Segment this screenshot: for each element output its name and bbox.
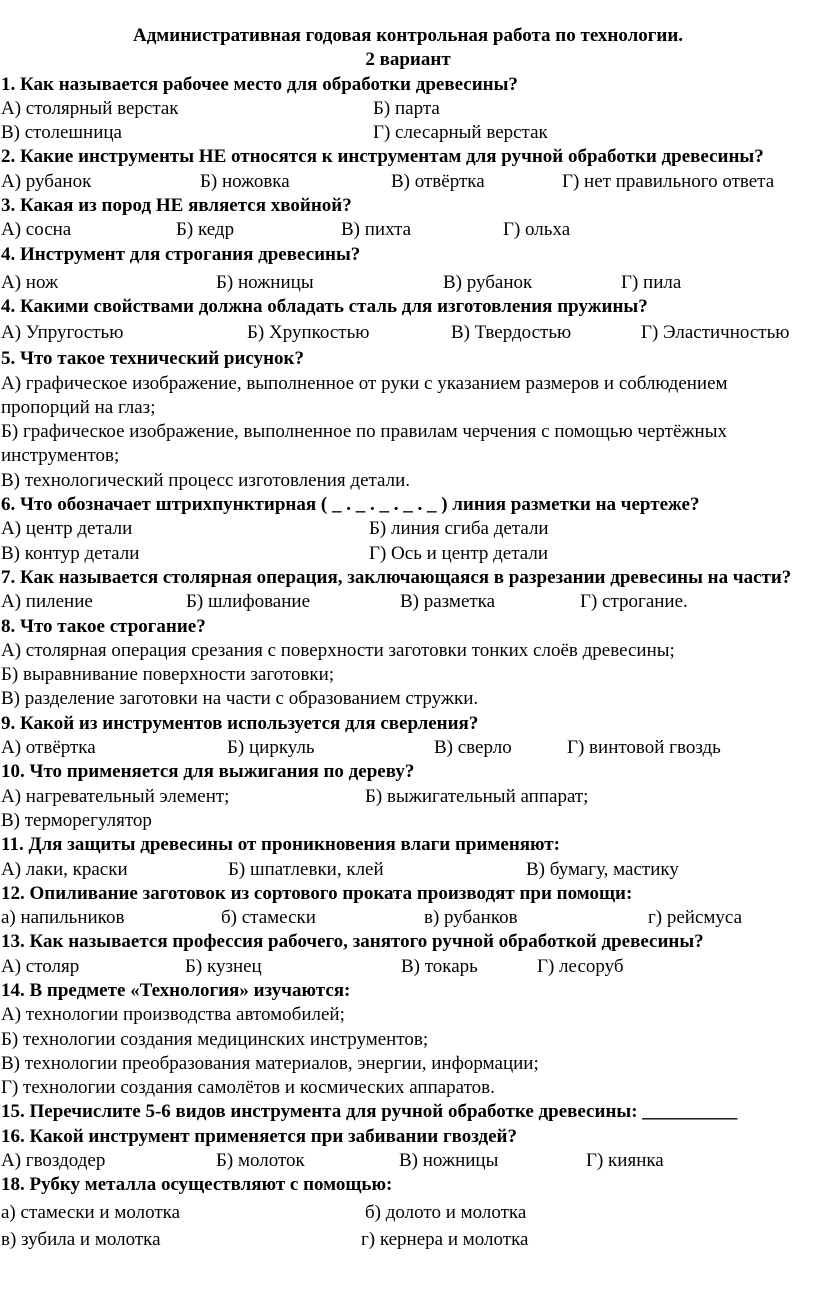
options-row xyxy=(1,542,810,566)
options-row xyxy=(1,858,810,882)
option-a: А) отвёртка xyxy=(1,737,96,759)
option-a: а) напильников xyxy=(1,907,125,929)
question-6: 6. Что обозначает штрихпунктирная ( _ . _ . _ . _ . _ ) линия разметки на чертеже? xyxy=(1,494,700,516)
option-a: а) стамески и молотка xyxy=(1,1201,181,1223)
option-b: Б) линия сгиба детали xyxy=(369,518,549,540)
option-b: Б) графическое изображение, выполненное по правилам черчения с помощью чертёжных инструментов; xyxy=(1,421,727,467)
option-a: А) пиление xyxy=(1,591,93,613)
question-5: 5. Что такое технический рисунок? xyxy=(1,348,304,370)
option-g: г) кернера и молотка xyxy=(361,1228,529,1250)
question-16: 16. Какой инструмент применяется при забивании гвоздей? xyxy=(1,1125,517,1147)
option-b: б) долото и молотка xyxy=(365,1201,527,1223)
option-b: Б) шпатлевки, клей xyxy=(228,858,384,880)
option-b: Б) циркуль xyxy=(227,737,315,759)
option-b: Б) ножницы xyxy=(216,271,314,293)
option-g: г) рейсмуса xyxy=(648,907,743,929)
option-a: А) графическое изображение, выполненное от руки с указанием размеров и соблюдением пропорций на глаз; xyxy=(1,372,728,418)
question-8: 8. Что такое строгание? xyxy=(1,615,206,637)
option-v: В) отвёртка xyxy=(391,170,485,192)
option-a: А) Упругостью xyxy=(1,322,124,344)
option-v: В) пихта xyxy=(341,219,412,241)
options-row xyxy=(1,906,810,930)
option-v: в) зубила и молотка xyxy=(1,1228,161,1250)
option-a: А) гвоздодер xyxy=(1,1150,106,1172)
option-g: Г) Эластичностью xyxy=(641,322,790,344)
option-v: В) рубанок xyxy=(443,271,533,293)
option-v: В) разметка xyxy=(400,591,496,613)
options-row xyxy=(1,590,810,614)
question-3: 3. Какая из пород НЕ является хвойной? xyxy=(1,195,352,217)
option-v: В) технологии преобразования материалов, энергии, информации; xyxy=(1,1052,539,1074)
option-g: Г) ольха xyxy=(503,219,571,241)
option-g: Г) Ось и центр детали xyxy=(369,542,548,564)
option-b: Б) молоток xyxy=(216,1150,305,1172)
question-11: 11. Для защиты древесины от проникновения влаги применяют: xyxy=(1,834,560,856)
option-g: Г) строгание. xyxy=(580,591,688,613)
option-a: А) лаки, краски xyxy=(1,858,128,880)
option-a: А) рубанок xyxy=(1,170,92,192)
question-4b: 4. Какими свойствами должна обладать сталь для изготовления пружины? xyxy=(1,295,648,317)
question-9: 9. Какой из инструментов используется для сверления? xyxy=(1,712,479,734)
option-a: А) нож xyxy=(1,271,59,293)
option-g: Г) лесоруб xyxy=(537,955,624,977)
questions-list xyxy=(1,73,810,1250)
question-12: 12. Опиливание заготовок из сортового проката производят при помощи: xyxy=(1,882,633,904)
option-b: б) стамески xyxy=(221,907,316,929)
option-v: В) ножницы xyxy=(399,1150,499,1172)
options-row xyxy=(1,267,810,293)
option-b: Б) выравнивание поверхности заготовки; xyxy=(1,664,335,686)
options-row xyxy=(1,1149,810,1173)
option-a: А) столярная операция срезания с поверхности заготовки тонких слоёв древесины; xyxy=(1,639,675,661)
option-b: Б) Хрупкостью xyxy=(247,322,370,344)
option-b: Б) шлифование xyxy=(186,591,311,613)
options-row xyxy=(1,955,810,979)
option-b: Б) кедр xyxy=(176,219,235,241)
option-b: Б) кузнец xyxy=(185,955,262,977)
option-v: В) разделение заготовки на части с образованием стружки. xyxy=(1,688,479,710)
question-10: 10. Что применяется для выжигания по дереву? xyxy=(1,761,415,783)
question-18: 18. Рубку металла осуществляют с помощью: xyxy=(1,1174,393,1196)
options-row xyxy=(1,1224,810,1250)
question-2: 2. Какие инструменты НЕ относятся к инструментам для ручной обработки древесины? xyxy=(1,146,764,168)
option-g: Г) пила xyxy=(621,271,682,293)
document-title: Административная годовая контрольная работа по технологии. xyxy=(132,25,684,46)
options-row xyxy=(1,170,810,194)
question-1: 1. Как называется рабочее место для обработки древесины? xyxy=(1,73,518,95)
option-g: Г) слесарный верстак xyxy=(373,122,548,144)
options-row xyxy=(1,97,810,121)
option-v: В) Твердостью xyxy=(451,322,572,344)
options-row xyxy=(1,121,810,145)
option-b: Б) технологии создания медицинских инструментов; xyxy=(1,1028,429,1050)
option-g: Г) киянка xyxy=(586,1150,664,1172)
option-v: В) технологический процесс изготовления детали. xyxy=(1,469,411,491)
option-v: В) терморегулятор xyxy=(1,809,152,831)
options-row xyxy=(1,218,810,242)
option-a: А) технологии производства автомобилей; xyxy=(1,1004,345,1026)
variant-label: 2 вариант xyxy=(365,49,451,71)
option-a: А) столярный верстак xyxy=(1,97,179,119)
option-a: А) столяр xyxy=(1,955,80,977)
option-v: В) токарь xyxy=(401,955,478,977)
options-row xyxy=(1,785,810,809)
option-v: В) бумагу, мастику xyxy=(526,858,679,880)
option-a: А) центр детали xyxy=(1,518,133,540)
question-14: 14. В предмете «Технология» изучаются: xyxy=(1,979,351,1001)
question-7: 7. Как называется столярная операция, заключающаяся в разрезании древесины на части? xyxy=(1,566,792,588)
option-v: в) рубанков xyxy=(424,907,518,929)
option-v: В) контур детали xyxy=(1,542,140,564)
option-b: Б) ножовка xyxy=(200,170,290,192)
options-row xyxy=(1,736,810,760)
option-b: Б) парта xyxy=(373,97,440,119)
option-v: В) столешница xyxy=(1,122,122,144)
option-g: Г) нет правильного ответа xyxy=(562,170,775,192)
options-row xyxy=(1,1198,810,1224)
option-v: В) сверло xyxy=(434,737,512,759)
options-row xyxy=(1,517,810,541)
question-13: 13. Как называется профессия рабочего, занятого ручной обработкой древесины? xyxy=(1,931,704,953)
option-a: А) сосна xyxy=(1,219,72,241)
question-4: 4. Инструмент для строгания древесины? xyxy=(1,243,361,265)
option-a: А) нагревательный элемент; xyxy=(1,785,230,807)
options-row xyxy=(1,319,810,345)
option-g: Г) винтовой гвоздь xyxy=(567,737,721,759)
option-b: Б) выжигательный аппарат; xyxy=(365,785,589,807)
question-15: 15. Перечислите 5-6 видов инструмента для ручной обработке древесины: __________ xyxy=(1,1101,738,1123)
option-g: Г) технологии создания самолётов и космических аппаратов. xyxy=(1,1077,495,1099)
